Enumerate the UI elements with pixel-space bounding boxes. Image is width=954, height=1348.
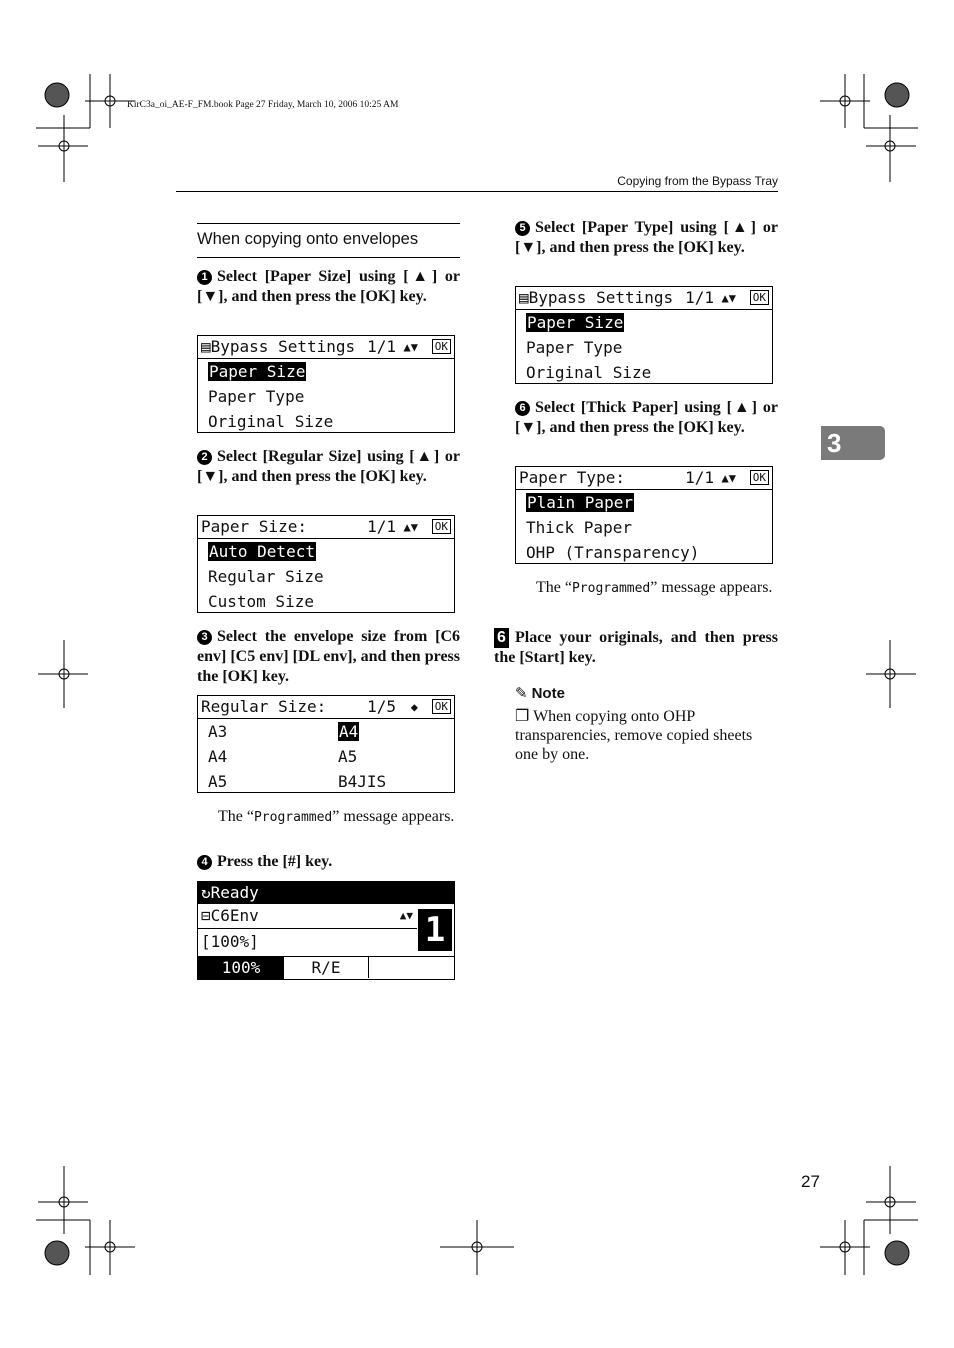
step-text: Select [Paper Size] using [▲] or [▼], and then press the [OK] key. (197, 268, 460, 305)
step-number: 6 (494, 628, 509, 648)
ok-key[interactable]: OK (750, 470, 769, 485)
ok-key[interactable]: OK (432, 519, 451, 534)
header-rule (176, 191, 778, 192)
section-rule-bottom (197, 257, 460, 258)
lcd-title: Paper Type: (519, 468, 625, 487)
note-title: Note (531, 685, 565, 702)
lcd-paper-type (515, 466, 773, 564)
running-header: Copying from the Bypass Tray (617, 174, 778, 188)
step-5 (515, 218, 778, 258)
step-number: 2 (197, 450, 212, 465)
updown-icon: ▲▼ (399, 909, 413, 922)
lcd-item-selected[interactable]: A4 (339, 722, 359, 741)
step-text: Select [Thick Paper] using [▲] or [▼], and then press the [OK] key. (515, 399, 778, 436)
lcd-item[interactable]: Paper Type (208, 387, 305, 406)
section-rule-top (197, 223, 460, 224)
zoom-tab[interactable]: 100% (198, 957, 284, 979)
ok-key[interactable]: OK (750, 290, 769, 305)
step-2 (197, 447, 460, 487)
step-number: 5 (515, 221, 530, 236)
step-text: Select [Paper Type] using [▲] or [▼], and then press the [OK] key. (515, 219, 778, 256)
lcd-regular-size (197, 695, 455, 793)
lcd-bypass-settings-1 (197, 335, 455, 433)
lcd-item[interactable]: A4 (208, 747, 228, 766)
lcd-title: Paper Size: (201, 517, 307, 536)
lcd-item-selected[interactable]: Auto Detect (209, 542, 315, 561)
lcd-item-selected[interactable]: Paper Size (527, 313, 624, 332)
chapter-tab: 3 (821, 426, 885, 460)
ready-icon: ↻ (201, 883, 211, 902)
list-icon: ▤ (201, 337, 211, 356)
lcd-item[interactable]: Custom Size (208, 592, 314, 611)
pencil-icon: ✎ (515, 686, 528, 702)
step-text: Select the envelope size from [C6 env] [C5 env] [DL env], and then press the [OK] key. (197, 628, 460, 685)
list-icon: ▤ (519, 288, 529, 307)
lcd-page: 1/1 (367, 517, 396, 536)
programmed-message-1: The “Programmed” message appears. (218, 808, 455, 825)
lcd-item[interactable]: A5 (208, 772, 228, 791)
re-tab[interactable]: R/E (284, 957, 369, 978)
step-6 (515, 398, 778, 438)
lcd-item[interactable]: Paper Type (526, 338, 623, 357)
lcd-item[interactable]: OHP (Transparency) (526, 543, 700, 562)
paper-tray-icon: ⊟ (201, 906, 211, 925)
copy-count: 1 (418, 909, 452, 951)
lcd-status: Ready (210, 883, 259, 902)
updown-icon: ▲▼ (721, 291, 736, 305)
book-info: KirC3a_oi_AE-F_FM.book Page 27 Friday, March 10, 2006 10:25 AM (127, 100, 399, 110)
step-1 (197, 267, 460, 307)
lcd-paper-size (197, 515, 455, 613)
lcd-title: Bypass Settings (210, 337, 356, 356)
updown-icon: ▲▼ (403, 340, 418, 354)
step-number: 4 (197, 855, 212, 870)
lcd-bypass-settings-2 (515, 286, 773, 384)
lcd-page: 1/1 (685, 288, 714, 307)
lcd-item[interactable]: Original Size (526, 363, 652, 382)
four-way-arrow-icon: ◆ (410, 700, 418, 714)
note-header (515, 684, 565, 703)
ok-key[interactable]: OK (432, 699, 451, 714)
lcd-page: 1/1 (367, 337, 396, 356)
lcd-item[interactable]: B4JIS (338, 772, 387, 791)
programmed-message-2: The “Programmed” message appears. (536, 579, 773, 596)
note-text: When copying onto OHP transparencies, remove copied sheets one by one. (515, 708, 753, 763)
lcd-item[interactable]: A5 (338, 747, 358, 766)
step-final (494, 628, 778, 668)
lcd-page: 1/5 (367, 697, 396, 716)
lcd-item-selected[interactable]: Plain Paper (527, 493, 633, 512)
page-number: 27 (801, 1172, 820, 1191)
lcd-zoom: [100%] (201, 932, 259, 951)
lcd-page: 1/1 (685, 468, 714, 487)
step-number: 3 (197, 630, 212, 645)
ok-key[interactable]: OK (432, 339, 451, 354)
note-item (515, 707, 778, 764)
lcd-item[interactable]: Original Size (208, 412, 334, 431)
step-3 (197, 627, 460, 687)
lcd-title: Regular Size: (201, 697, 327, 716)
lcd-ready (197, 881, 455, 980)
step-number: 1 (197, 270, 212, 285)
step-4 (197, 852, 460, 872)
updown-icon: ▲▼ (403, 520, 418, 534)
step-text: Place your originals, and then press the [Start] key. (494, 629, 778, 666)
checkbox-icon: ❐ (515, 708, 530, 725)
step-text: Select [Regular Size] using [▲] or [▼], and then press the [OK] key. (197, 448, 460, 485)
lcd-item[interactable]: Regular Size (208, 567, 324, 586)
lcd-item[interactable]: A3 (208, 722, 228, 741)
step-number: 6 (515, 401, 530, 416)
lcd-title: Bypass Settings (528, 288, 674, 307)
section-title: When copying onto envelopes (197, 230, 419, 248)
lcd-item-selected[interactable]: Paper Size (209, 362, 306, 381)
updown-icon: ▲▼ (721, 471, 736, 485)
lcd-item[interactable]: Thick Paper (526, 518, 632, 537)
lcd-paper: C6Env (210, 906, 259, 925)
step-text: Press the [#] key. (217, 853, 333, 870)
